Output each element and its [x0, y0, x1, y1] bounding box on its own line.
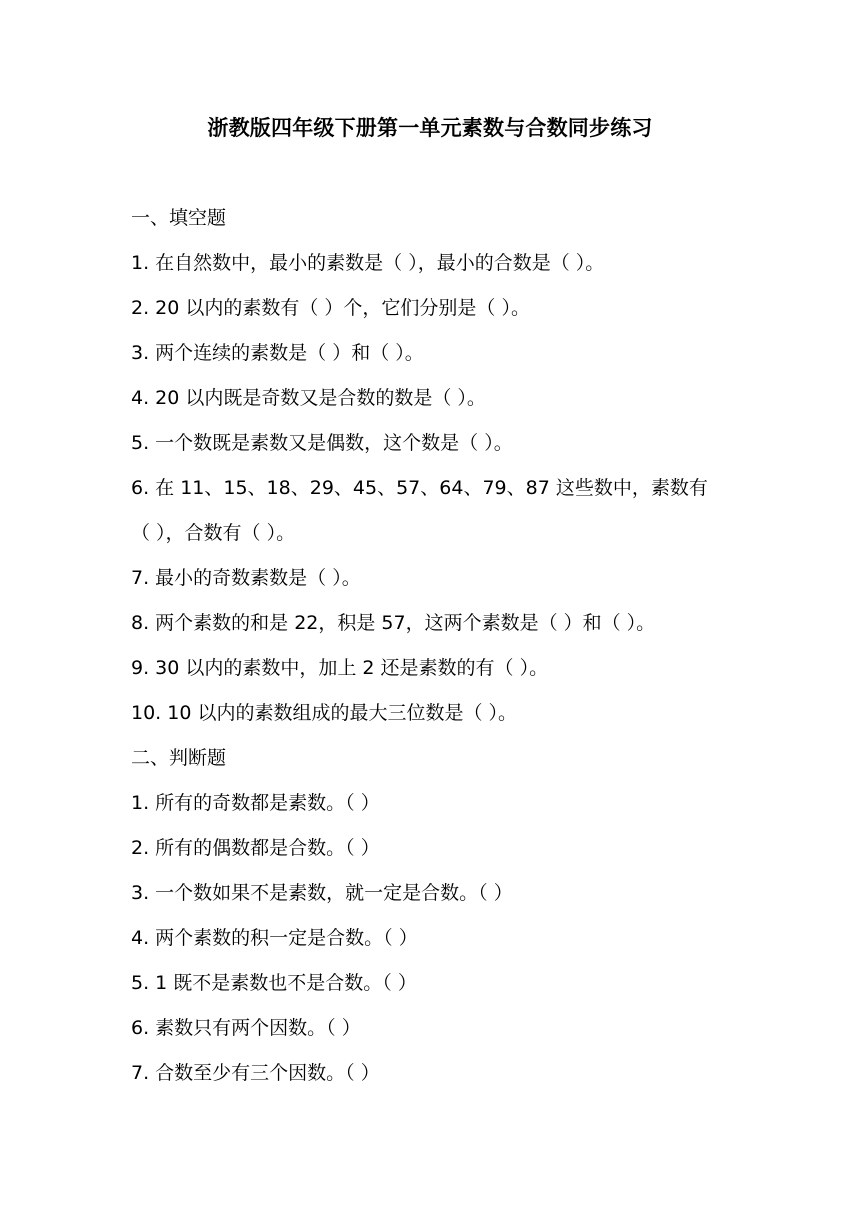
question-line: 6. 在 11、15、18、29、45、57、64、79、87 这些数中，素数有 [131, 477, 708, 499]
question-line: 7. 最小的奇数素数是（ ）。 [131, 567, 361, 589]
question-line: 5. 1 既不是素数也不是合数。（ ） [131, 972, 417, 994]
section-heading-true-false: 二、判断题 [131, 747, 227, 769]
question-line: 7. 合数至少有三个因数。（ ） [131, 1062, 380, 1084]
question-line: 2. 20 以内的素数有（ ）个，它们分别是（ ）。 [131, 297, 530, 319]
question-line: 4. 20 以内既是奇数又是合数的数是（ ）。 [131, 387, 486, 409]
question-line: 1. 所有的奇数都是素数。（ ） [131, 792, 380, 814]
question-line: 3. 两个连续的素数是（ ）和（ ）。 [131, 342, 424, 364]
page-title: 浙教版四年级下册第一单元素数与合数同步练习 [207, 116, 653, 140]
question-line: 4. 两个素数的积一定是合数。（ ） [131, 927, 418, 949]
question-line: 10. 10 以内的素数组成的最大三位数是（ ）。 [131, 702, 518, 724]
question-line-continuation: （ ），合数有（ ）。 [131, 522, 296, 544]
question-line: 8. 两个素数的和是 22，积是 57，这两个素数是（ ）和（ ）。 [131, 612, 656, 634]
question-line: 1. 在自然数中，最小的素数是（ ），最小的合数是（ ）。 [131, 252, 605, 274]
question-line: 5. 一个数既是素数又是偶数，这个数是（ ）。 [131, 432, 513, 454]
question-line: 3. 一个数如果不是素数，就一定是合数。（ ） [131, 882, 513, 904]
question-line: 6. 素数只有两个因数。（ ） [131, 1017, 361, 1039]
section-heading-fill-blank: 一、填空题 [131, 207, 227, 229]
question-line: 2. 所有的偶数都是合数。（ ） [131, 837, 380, 859]
question-line: 9. 30 以内的素数中，加上 2 还是素数的有（ ）。 [131, 657, 549, 679]
